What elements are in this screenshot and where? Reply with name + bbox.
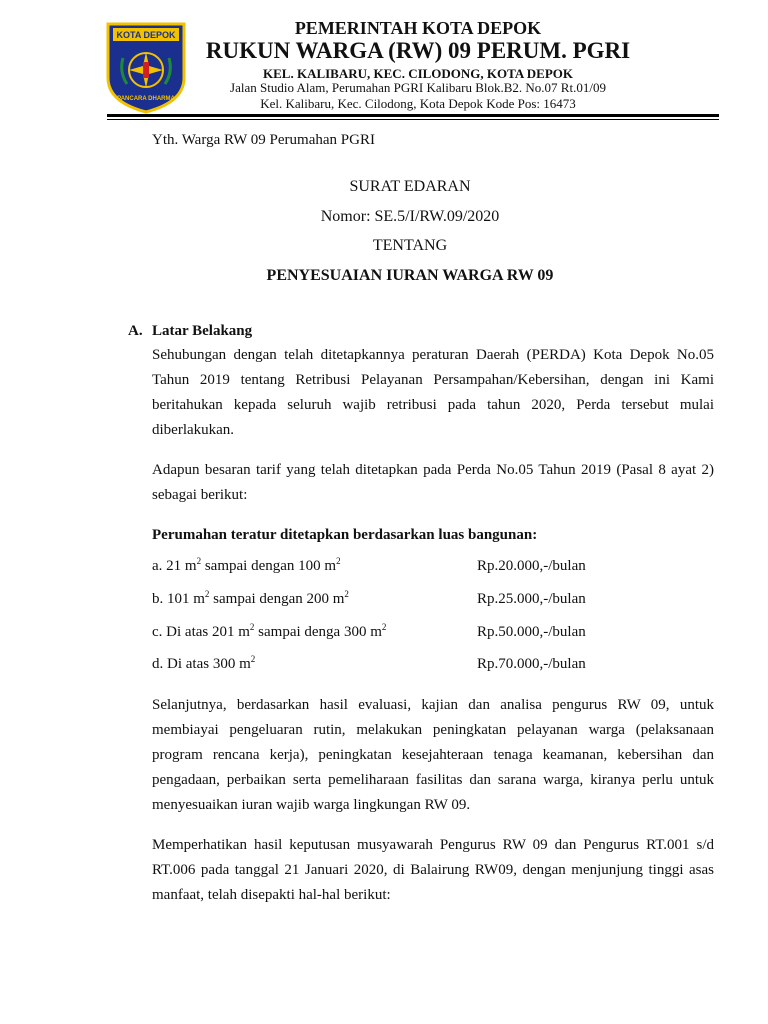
section-a-paragraph-1: Sehubungan dengan telah ditetapkannya peraturan Daerah (PERDA) Kota Depok No.05 Tahun 2019 tentang Retribusi Pelayanan Persampahan/Kebersihan, dengan ini Kami beritahukan kepada seluruh wajib retribusi pada tahun 2020, Perda tersebut mulai diberlakukan.	[152, 347, 714, 438]
section-a-paragraph-2: Adapun besaran tarif yang telah ditetapkan pada Perda No.05 Tahun 2019 (Pasal 8 ayat 2) sebagai berikut:	[152, 462, 714, 503]
section-a-heading: Latar Belakang	[152, 323, 253, 339]
rate-price-a: Rp.20.000,-/bulan	[477, 558, 586, 574]
section-a-paragraph-4: Memperhatikan hasil keputusan musyawarah Pengurus RW 09 dan Pengurus RT.001 s/d RT.006 pada tanggal 21 Januari 2020, di Balairung RW09, dengan menjunjung tinggi asas manfaat, telah disepakti hal-hal berikut:	[152, 837, 714, 903]
letterhead-postal: Kel. Kalibaru, Kec. Cilodong, Kota Depok Kode Pos: 16473	[260, 96, 576, 111]
rate-item-d: d. Di atas 300 $m^2$	[152, 654, 256, 672]
letter-number: Nomor: SE.5/I/RW.09/2020	[320, 208, 500, 225]
section-a-marker: A.	[128, 323, 143, 339]
letter-type: SURAT EDARAN	[349, 178, 471, 195]
letterhead-rule-thin	[107, 119, 719, 120]
letter-subject: PENYESUAIAN IURAN WARGA RW 09	[266, 267, 554, 284]
logo-label-top: KOTA DEPOK	[116, 30, 176, 40]
rates-heading: Perumahan teratur ditetapkan berdasarkan luas bangunan:	[152, 527, 538, 543]
rate-item-b: b. 101 $m^2$ sampai dengan 200 $m^2$	[152, 589, 349, 607]
letterhead-address: Jalan Studio Alam, Perumahan PGRI Kalibaru Blok.B2. No.07 Rt.01/09	[230, 80, 606, 95]
recipient-line: Yth. Warga RW 09 Perumahan PGRI	[152, 132, 375, 148]
letterhead-district: KEL. KALIBARU, KEC. CILODONG, KOTA DEPOK	[263, 66, 573, 81]
letterhead-organization: RUKUN WARGA (RW) 09 PERUM. PGRI	[205, 38, 631, 63]
rate-price-b: Rp.25.000,-/bulan	[477, 591, 586, 607]
letterhead-rule-thick	[107, 114, 719, 117]
letter-about: TENTANG	[372, 237, 448, 254]
letterhead-government: PEMERINTAH KOTA DEPOK	[294, 18, 542, 38]
rate-item-c: c. Di atas 201 $m^2$ sampai denga 300 $m^2$	[152, 622, 387, 640]
rate-price-d: Rp.70.000,-/bulan	[477, 656, 586, 672]
section-a-paragraph-3: Selanjutnya, berdasarkan hasil evaluasi, kajian dan analisa pengurus RW 09, untuk membiayai pengeluaran rutin, melakukan peningkatan pelayanan warga (pelaksanaan program rencana kerja), peningkatan kesejahteraan tenaga keamanan, kebersihan dan pengadaan, perbaikan serta pemeliharaan fasilitas dan sarana warga, kiranya perlu untuk menyesuaikan iuran wajib warga lingkungan RW 09.	[152, 697, 714, 813]
logo-label-bottom: PANCARA DHARMA	[117, 96, 175, 102]
kota-depok-logo	[105, 22, 187, 114]
rate-item-a: a. 21 $m^2$ sampai dengan 100 $m^2$	[152, 556, 341, 574]
rate-price-c: Rp.50.000,-/bulan	[477, 624, 586, 640]
